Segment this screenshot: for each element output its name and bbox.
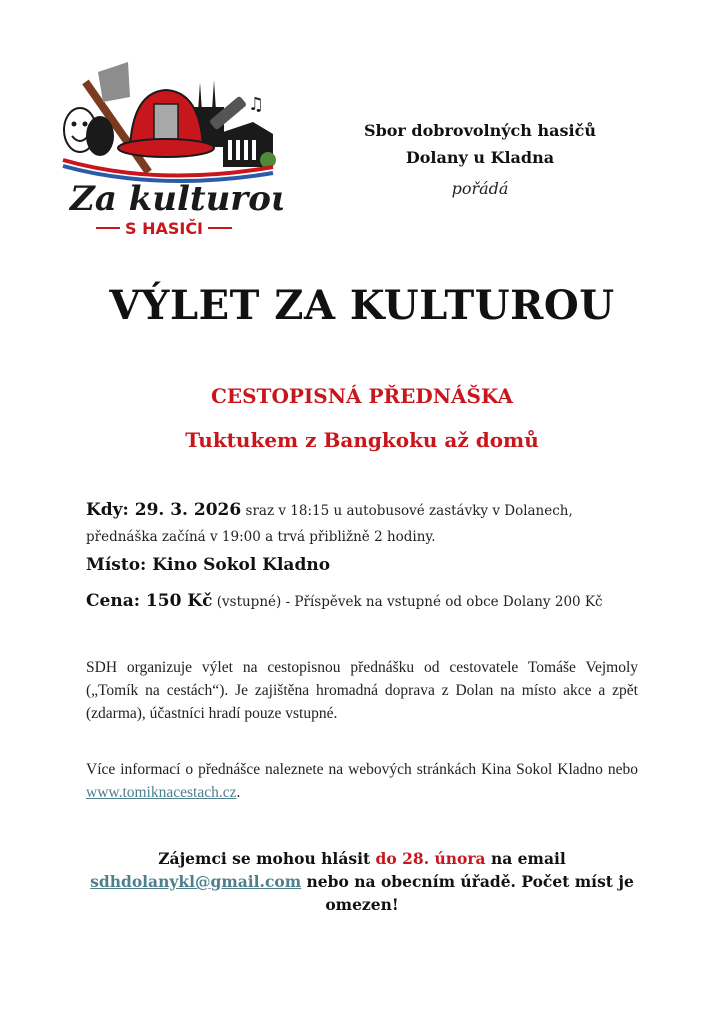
logo-banner-text: S HASIČI: [124, 219, 204, 238]
email-link[interactable]: sdhdolanykl@gmail.com: [90, 872, 302, 891]
registration-callout: [86, 847, 638, 916]
when-label: Kdy: 29. 3. 2026: [86, 500, 242, 520]
music-note-icon: ♫: [248, 94, 265, 115]
description-paragraph: SDH organizuje výlet na cestopisnou přednášku od cestovatele Tomáše Vejmoly („Tomík na cestách“). Je zajištěna hromadná doprava z Dolan na místo akce a zpět (zdarma), účastníci hradí pouze vstupné.: [86, 659, 638, 722]
logo-graphic: [58, 52, 283, 242]
organizer-block: [330, 117, 630, 198]
callout-text-2: na email: [485, 849, 566, 868]
when-text: sraz v 18:15 u autobusové zastávky v Dolanech,: [241, 503, 573, 519]
callout-text-1: Zájemci se mohou hlásit: [158, 849, 376, 868]
event-type: CESTOPISNÁ PŘEDNÁŠKA: [210, 384, 514, 408]
more-info-end: .: [236, 784, 241, 801]
theatre-building-icon: [223, 122, 276, 168]
price-label: Cena: 150 Kč: [86, 591, 213, 611]
more-info-text: Více informací o přednášce naleznete na webových stránkách Kina Sokol Kladno nebo: [86, 761, 638, 778]
organizer-location: Dolany u Kladna: [405, 148, 555, 167]
when-text-2: přednáška začíná v 19:00 a trvá přibližně 2 hodiny.: [86, 529, 436, 545]
event-name: Tuktukem z Bangkoku až domů: [185, 428, 539, 452]
place-label: Místo: Kino Sokol Kladno: [86, 555, 331, 575]
deadline: do 28. února: [375, 849, 486, 868]
price-text: (vstupné) - Příspěvek na vstupné od obce Dolany 200 Kč: [212, 594, 603, 610]
callout-text-3: nebo na obecním úřadě. Počet míst je omezen!: [301, 872, 634, 914]
price-info: [86, 591, 666, 611]
page-title: VÝLET ZA KULTUROU: [109, 282, 615, 329]
website-link[interactable]: www.tomiknacestach.cz: [86, 784, 237, 801]
organizer-name: Sbor dobrovolných hasičů: [364, 121, 596, 140]
when-info: [86, 497, 666, 550]
organizer-presents: pořádá: [451, 179, 509, 198]
logo: [58, 52, 283, 242]
logo-script-text: Za kulturou: [70, 179, 283, 219]
place-info: [86, 555, 666, 575]
more-info-paragraph: [86, 758, 638, 804]
